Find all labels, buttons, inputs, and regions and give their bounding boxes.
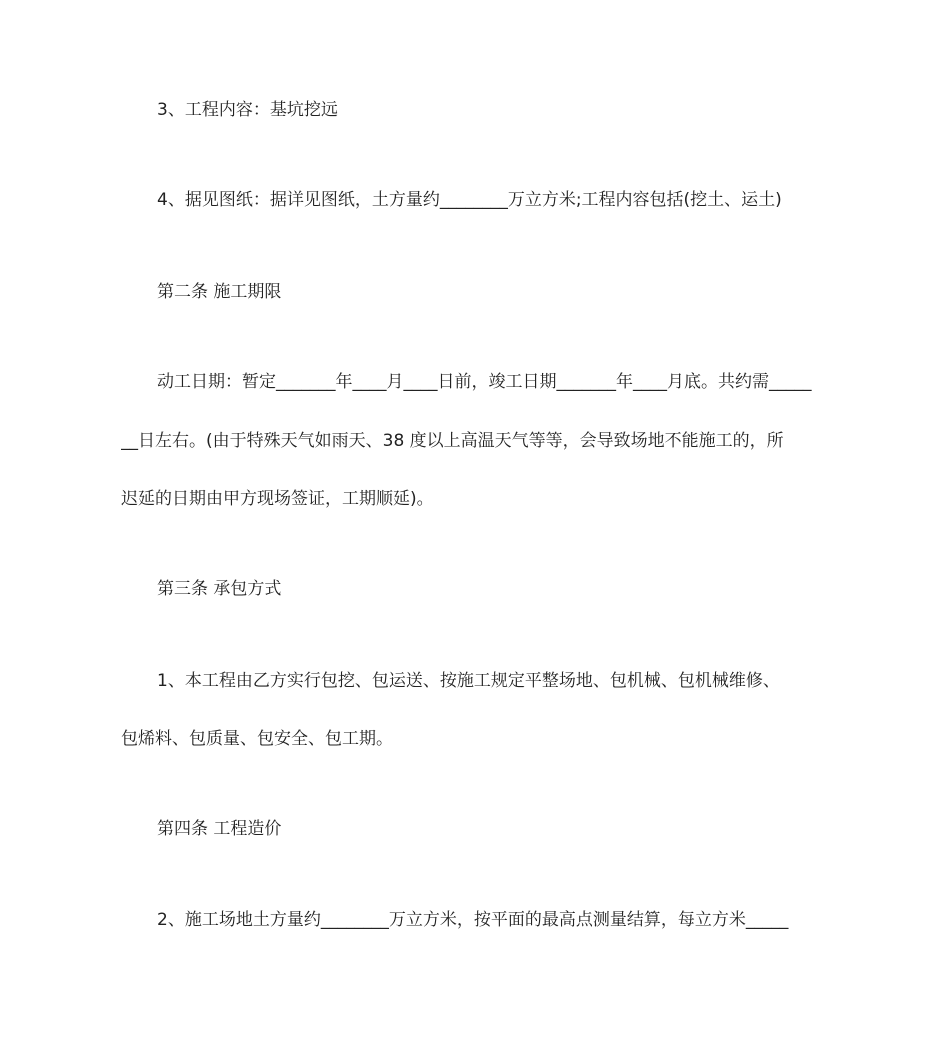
section-heading-construction-period: 第二条 施工期限: [157, 282, 282, 302]
paragraph-schedule-line-3: 迟延的日期由甲方现场签证，工期顺延)。: [121, 489, 434, 509]
clause-3-work-content: 3、工程内容：基坑挖远: [157, 100, 338, 120]
section-heading-contract-method: 第三条 承包方式: [157, 579, 282, 599]
section-heading-project-cost: 第四条 工程造价: [157, 819, 282, 839]
paragraph-schedule-line-2: __日左右。(由于特殊天气如雨天、38 度以上高温天气等等，会导致场地不能施工的，所: [121, 431, 784, 451]
paragraph-cost-line-1: 2、施工场地土方量约________万立方米，按平面的最高点测量结算，每立方米_____: [157, 910, 789, 930]
paragraph-contract-line-2: 包烯料、包质量、包安全、包工期。: [121, 729, 393, 749]
clause-4-drawings: 4、据见图纸：据详见图纸，土方量约________万立方米;工程内容包括(挖土、运土): [157, 190, 782, 210]
paragraph-contract-line-1: 1、本工程由乙方实行包挖、包运送、按施工规定平整场地、包机械、包机械维修、: [157, 671, 780, 691]
paragraph-schedule-line-1: 动工日期：暂定_______年____月____日前，竣工日期_______年____月底。共约需_____: [157, 372, 812, 392]
